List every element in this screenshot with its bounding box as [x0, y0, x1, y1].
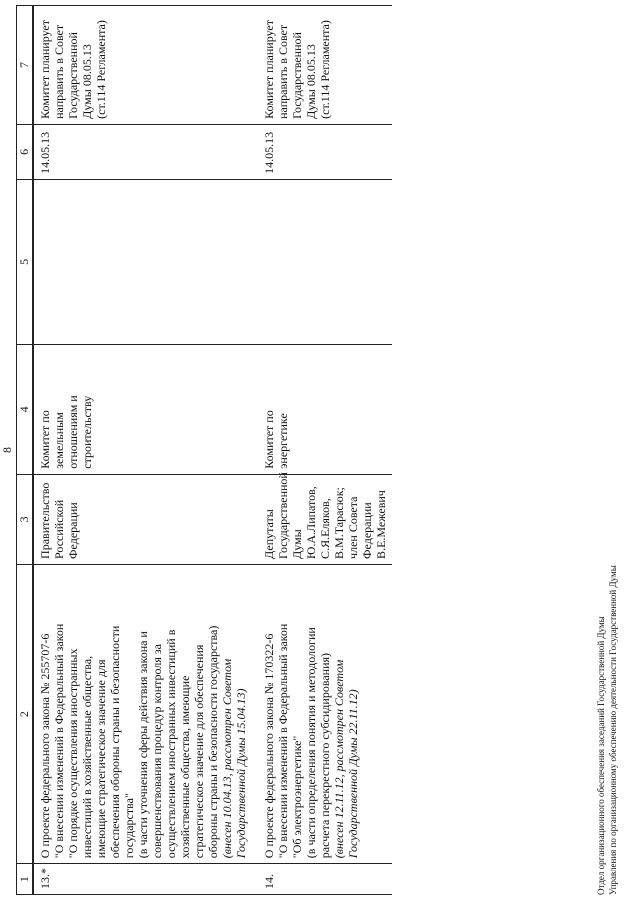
cell-line: О проекте федерального закона № 170322-6 [262, 633, 276, 859]
column-header-7: 7 [17, 6, 34, 125]
cell-line: Депутаты [262, 509, 276, 559]
cell-line: Думы [290, 529, 304, 559]
cell-line: Российской [52, 499, 66, 559]
cell-line: Государственной Думы 22.11.12) [346, 689, 360, 859]
column-header-2: 2 [17, 564, 34, 863]
cell-line: (в части уточнения сферы действия закона и [136, 631, 150, 859]
cell-line: совершенствования процедур контроля за [150, 644, 164, 859]
cell-line: земельным [52, 412, 66, 469]
cell-line: О проекте федерального закона № 255707-6 [38, 633, 52, 859]
cell-line: направить в Совет [276, 24, 290, 119]
row-number: 13.* [33, 864, 252, 895]
cell-line: Думы 08.05.13 [304, 44, 318, 119]
row-number: 14. [258, 864, 392, 895]
cell-line: инвестиций в хозяйственные общества, [80, 655, 94, 859]
responsible-committee [258, 344, 392, 474]
cell-line: отношениям и [66, 395, 80, 469]
cell-line: (внесен 10.04.13, рассмотрен Советом [220, 658, 234, 859]
cell-line: направить в Совет [52, 24, 66, 119]
column-header-6: 6 [17, 124, 34, 179]
cell-line: Комитет планирует [38, 20, 52, 119]
bill-description [33, 564, 252, 863]
cell-line: Думы 08.05.13 [80, 44, 94, 119]
cell-line: имеющие стратегическое значение для [94, 659, 108, 859]
responsible-committee [33, 344, 252, 474]
cell-line: Ю.А.Липатов, [304, 486, 318, 559]
column-header-1: 1 [17, 864, 34, 895]
column-header-3: 3 [17, 474, 34, 564]
cell-line: (в части определения понятия и методологии [304, 627, 318, 859]
cell-line: Государственной [290, 32, 304, 119]
cell-line: (ст.114 Регламента) [94, 20, 108, 119]
cell-line: стратегическое значение для обеспечения [192, 644, 206, 859]
cell-line: энергетике [276, 413, 290, 469]
cell-line: (ст.114 Регламента) [318, 20, 332, 119]
note-cell [258, 6, 392, 125]
cell-line: Правительство [38, 482, 52, 559]
cell-line: член Совета [346, 496, 360, 559]
cell-line: Государственной [66, 32, 80, 119]
cell-line: Государственной [276, 472, 290, 559]
cell-line: строительству [80, 395, 94, 469]
cell-line: Федерации [66, 502, 80, 559]
cell-line: обороны страны и безопасности государства) [206, 625, 220, 859]
cell-line: С.Я.Еляков, [318, 498, 332, 559]
cell-line: Комитет по [38, 410, 52, 469]
table-row [33, 6, 252, 895]
cell-line: Федерации [360, 502, 374, 559]
note-cell [33, 6, 252, 125]
bill-author [258, 474, 392, 564]
date-cell: 14.05.13 [33, 124, 252, 179]
column-header-5: 5 [17, 179, 34, 344]
cell-line: расчета перекрестного субсидирования) [318, 652, 332, 859]
column-5-cell [258, 179, 392, 344]
column-number-header [17, 6, 34, 895]
footer-line-2: Управления по организационному обеспечению деятельности Государственной Думы [608, 565, 618, 895]
cell-line: осуществлением иностранных инвестиций в [164, 629, 178, 859]
cell-line: обеспечения обороны страны и безопасности [108, 625, 122, 859]
bills-table [16, 5, 392, 895]
cell-line: государства" [122, 793, 136, 859]
cell-line: Комитет по [262, 410, 276, 469]
bill-author [33, 474, 252, 564]
cell-line: хозяйственные общества, имеющие [178, 675, 192, 859]
cell-line: (внесен 12.11.12, рассмотрен Советом [332, 659, 346, 859]
date-cell: 14.05.13 [258, 124, 392, 179]
cell-line: "О внесении изменений в Федеральный закон [52, 623, 66, 859]
page-number: 8 [0, 447, 14, 453]
column-5-cell [33, 179, 252, 344]
page-footer [595, 135, 619, 895]
cell-line: В.Е.Межевич [374, 490, 388, 559]
cell-line: Государственной Думы 15.04.13) [234, 688, 248, 859]
column-header-4: 4 [17, 344, 34, 474]
cell-line: "Об электроэнергетике" [290, 735, 304, 859]
cell-line: В.М.Тарасюк; [332, 487, 346, 559]
cell-line: Комитет планирует [262, 20, 276, 119]
footer-line-1: Отдел организационного обеспечения заседаний Государственной Думы [596, 616, 606, 895]
bill-description [258, 564, 392, 863]
table-row [258, 6, 392, 895]
cell-line: "О внесении изменений в Федеральный закон [276, 623, 290, 859]
cell-line: "О порядке осуществления иностранных [66, 648, 80, 859]
